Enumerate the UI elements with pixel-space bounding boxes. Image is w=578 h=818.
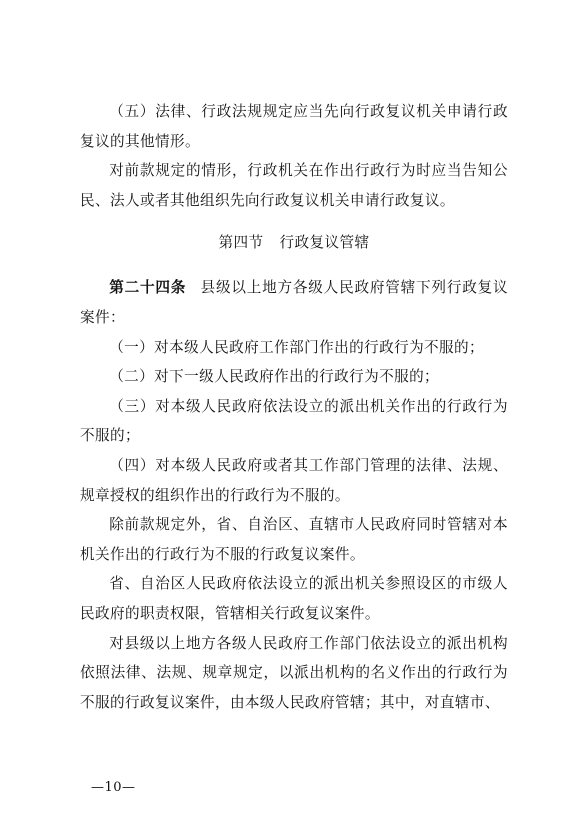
- paragraph-dispatched-agency: 对县级以上地方各级人民政府工作部门依法设立的派出机构依照法律、法规、规章规定，以派出机构的名义作出的行政行为不服的行政复议案件，由本级人民政府管辖；其中，对直辖市、: [80, 634, 508, 711]
- article-label: 第二十四条: [109, 279, 187, 297]
- section-heading: [80, 228, 508, 258]
- paragraph-item-5: （五）法律、行政法规规定应当先向行政复议机关申请行政复议的其他情形。: [80, 103, 508, 150]
- paragraph-dispatched-organ: 省、自治区人民政府依法设立的派出机关参照设区的市级人民政府的职责权限，管辖相关行政复议案件。: [80, 575, 508, 622]
- section-title: 行政复议管辖: [279, 234, 370, 252]
- article-24: [80, 273, 508, 332]
- article-text: 县级以上地方各级人民政府管辖下列行政复议案件：: [80, 279, 508, 326]
- section-number: 第四节: [218, 234, 264, 252]
- page-number: —10—: [91, 780, 136, 795]
- document-body: [80, 97, 508, 717]
- paragraph-item-3: （三）对本级人民政府依法设立的派出机关作出的行政行为不服的；: [80, 397, 508, 445]
- paragraph-provincial: 除前款规定外，省、自治区、直辖市人民政府同时管辖对本机关作出的行政行为不服的行政复议案件。: [80, 516, 508, 563]
- paragraph-item-1: （一）对本级人民政府工作部门作出的行政行为不服的；: [109, 338, 485, 356]
- paragraph-item-2: （二）对下一级人民政府作出的行政行为不服的；: [109, 368, 440, 386]
- paragraph-item-4: （四）对本级人民政府或者其工作部门管理的法律、法规、规章授权的组织作出的行政行为不服的。: [80, 456, 508, 504]
- paragraph-notice: 对前款规定的情形，行政机关在作出行政行为时应当告知公民、法人或者其他组织先向行政复议机关申请行政复议。: [80, 162, 508, 209]
